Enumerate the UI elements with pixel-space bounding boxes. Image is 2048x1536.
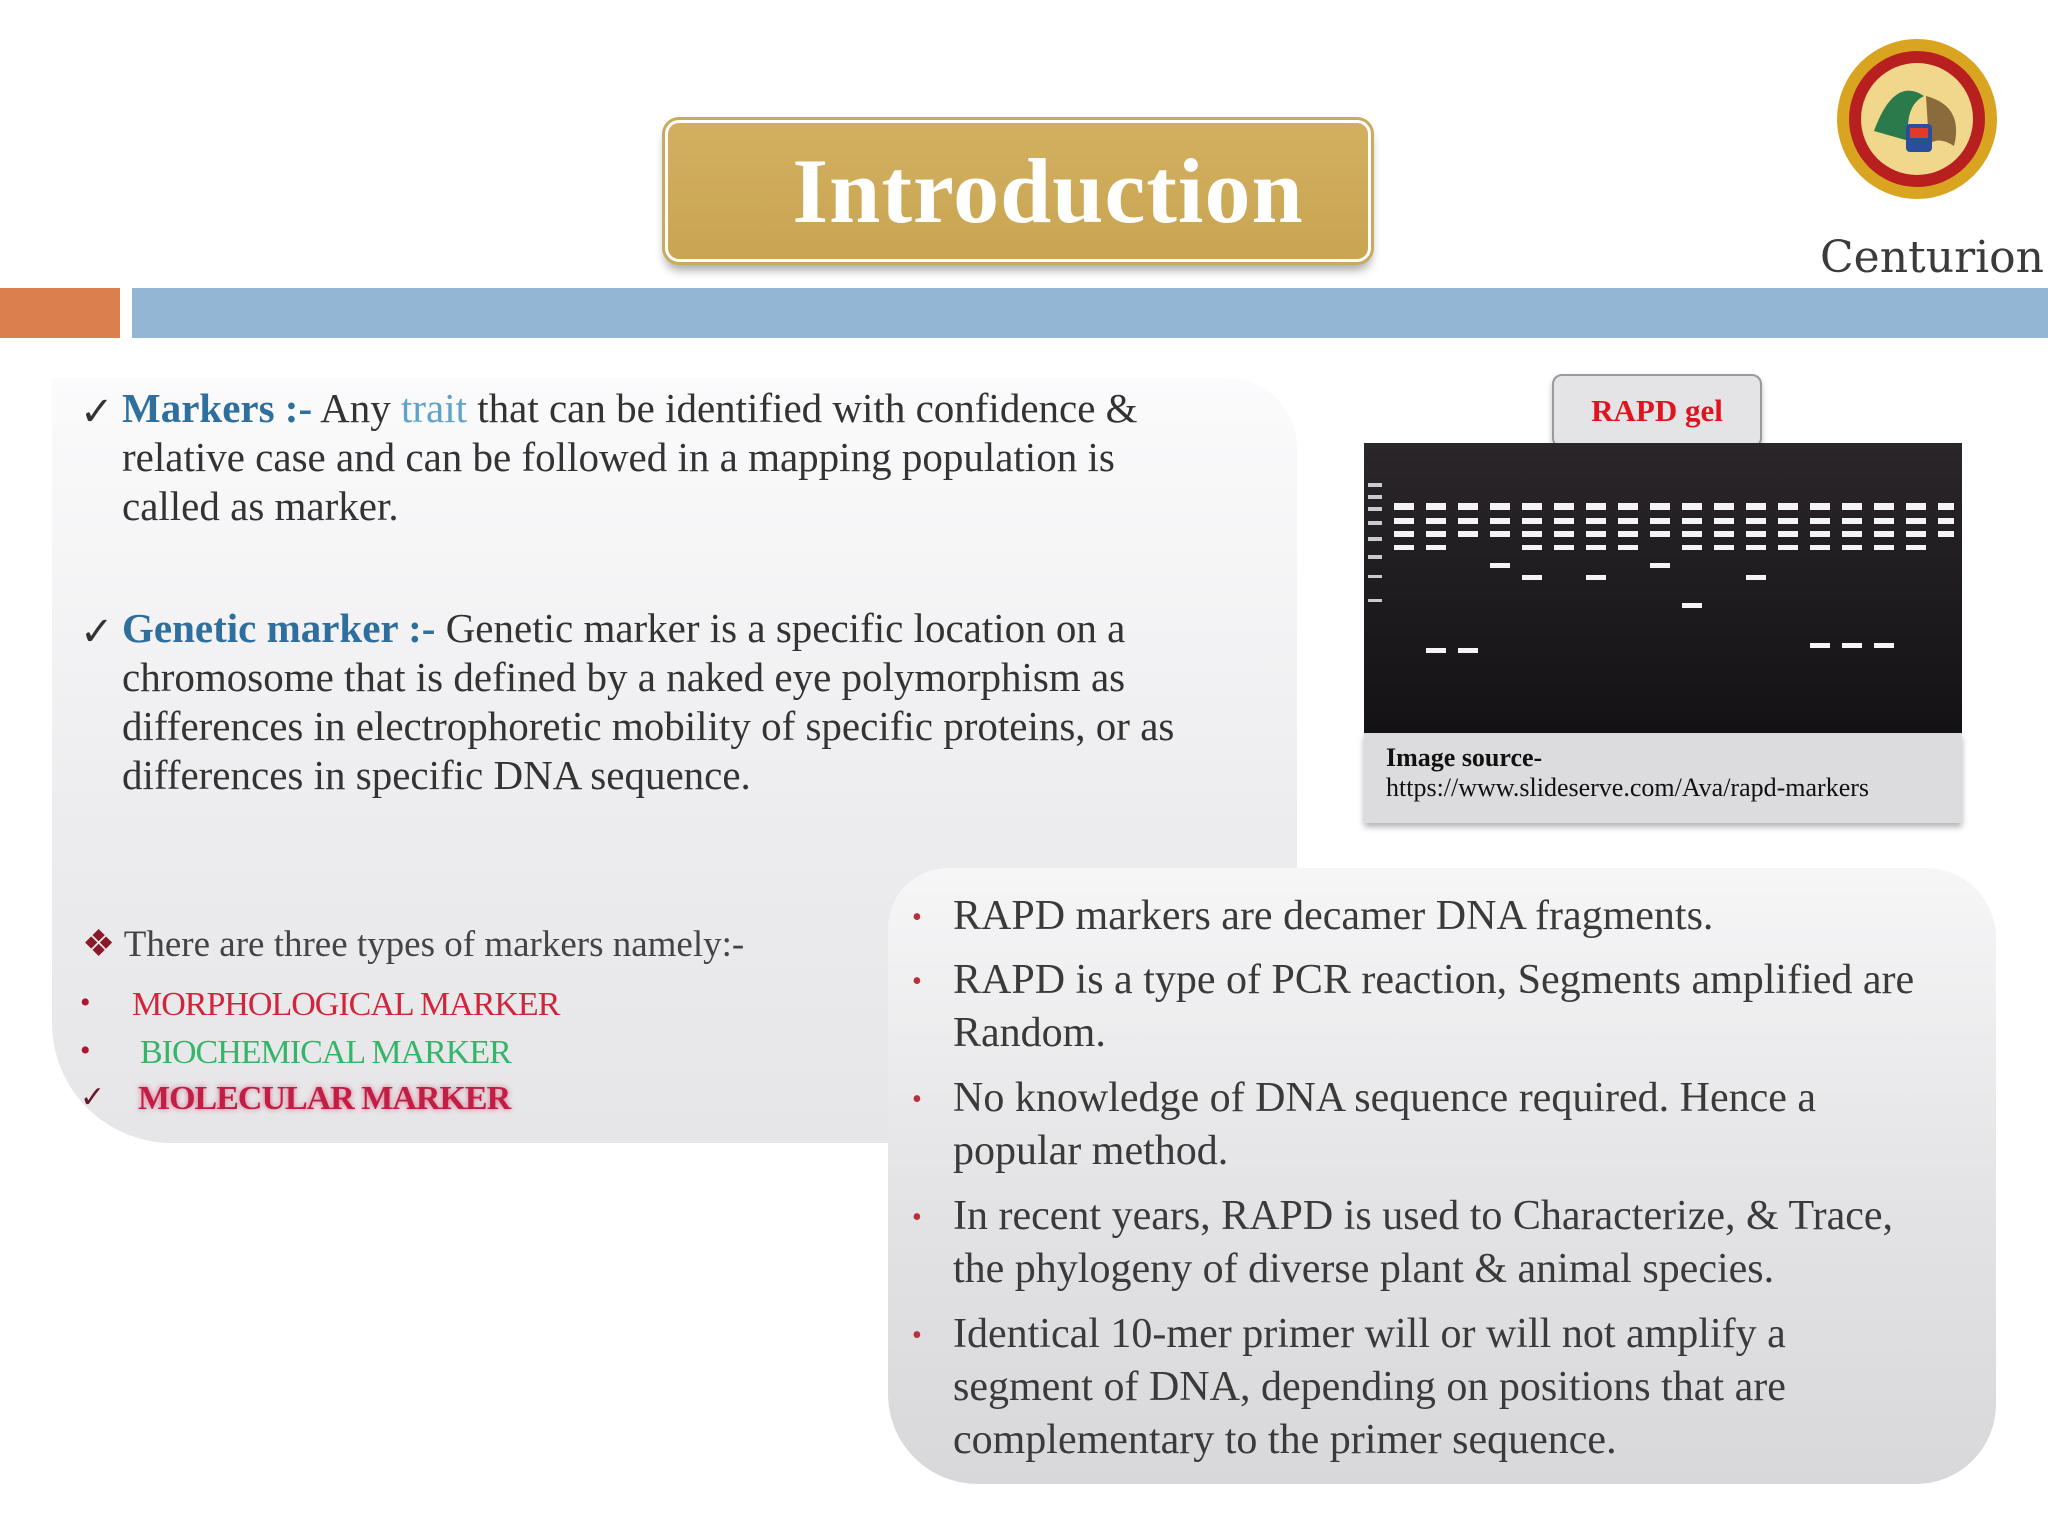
markers-heading: Markers :- bbox=[122, 385, 313, 431]
rapd-fact-item: Identical 10-mer primer will or will not amplify a segment of DNA, depending on positions that are complementary to the primer sequence. bbox=[953, 1311, 1786, 1463]
check-icon: ✓ bbox=[80, 389, 114, 434]
accent-bar-orange bbox=[0, 288, 120, 338]
types-intro: ❖ There are three types of markers namely:- bbox=[82, 924, 745, 965]
image-source-caption bbox=[1364, 733, 1962, 823]
bullet-icon: • bbox=[80, 986, 91, 1019]
bullet-icon: • bbox=[912, 902, 922, 933]
genetic-marker-heading: Genetic marker :- bbox=[122, 605, 436, 651]
accent-bar-blue bbox=[132, 288, 2048, 338]
markers-definition: Markers :- Any trait that can be identified with confidence & relative case and can be followed in a mapping population is called as marker. bbox=[122, 385, 1138, 529]
morphological-marker: MORPHOLOGICAL MARKER bbox=[132, 986, 560, 1023]
rapd-gel-label: RAPD gel bbox=[1552, 374, 1762, 448]
bullet-icon: • bbox=[912, 966, 922, 997]
caption-url: https://www.slideserve.com/Ava/rapd-markers bbox=[1386, 773, 1870, 802]
genetic-marker-definition: Genetic marker :- Genetic marker is a specific location on a chromosome that is defined by a naked eye polymorphism as differences in electrophoretic mobility of specific proteins, or as differences in specific DNA sequence. bbox=[122, 605, 1175, 798]
bullet-icon: • bbox=[912, 1320, 922, 1351]
rapd-facts-panel bbox=[888, 868, 1996, 1484]
page-title: Introduction bbox=[792, 140, 1304, 242]
university-logo bbox=[1820, 36, 2044, 286]
rapd-fact-item: In recent years, RAPD is used to Characterize, & Trace, the phylogeny of diverse plant & animal species. bbox=[953, 1193, 1894, 1292]
university-name: Centurion bbox=[1820, 232, 2044, 283]
check-icon: ✓ bbox=[80, 1081, 106, 1114]
title-banner bbox=[665, 120, 1371, 262]
molecular-marker: MOLECULAR MARKER bbox=[138, 1080, 511, 1117]
bullet-icon: • bbox=[912, 1084, 922, 1115]
caption-label: Image source- bbox=[1386, 743, 1543, 772]
rapd-fact-item: RAPD is a type of PCR reaction, Segments amplified are Random. bbox=[953, 957, 1915, 1056]
trait-word: trait bbox=[400, 385, 467, 431]
diamond-bullet-icon: ❖ bbox=[82, 924, 116, 965]
check-icon: ✓ bbox=[80, 609, 114, 654]
biochemical-marker: BIOCHEMICAL MARKER bbox=[140, 1034, 511, 1071]
university-seal-icon bbox=[1834, 36, 2000, 202]
rapd-gel-image bbox=[1364, 443, 1962, 733]
rapd-fact-item: RAPD markers are decamer DNA fragments. bbox=[953, 893, 1714, 939]
rapd-fact-item: No knowledge of DNA sequence required. Hence a popular method. bbox=[953, 1075, 1817, 1174]
bullet-icon: • bbox=[80, 1034, 91, 1067]
bullet-icon: • bbox=[912, 1202, 922, 1233]
